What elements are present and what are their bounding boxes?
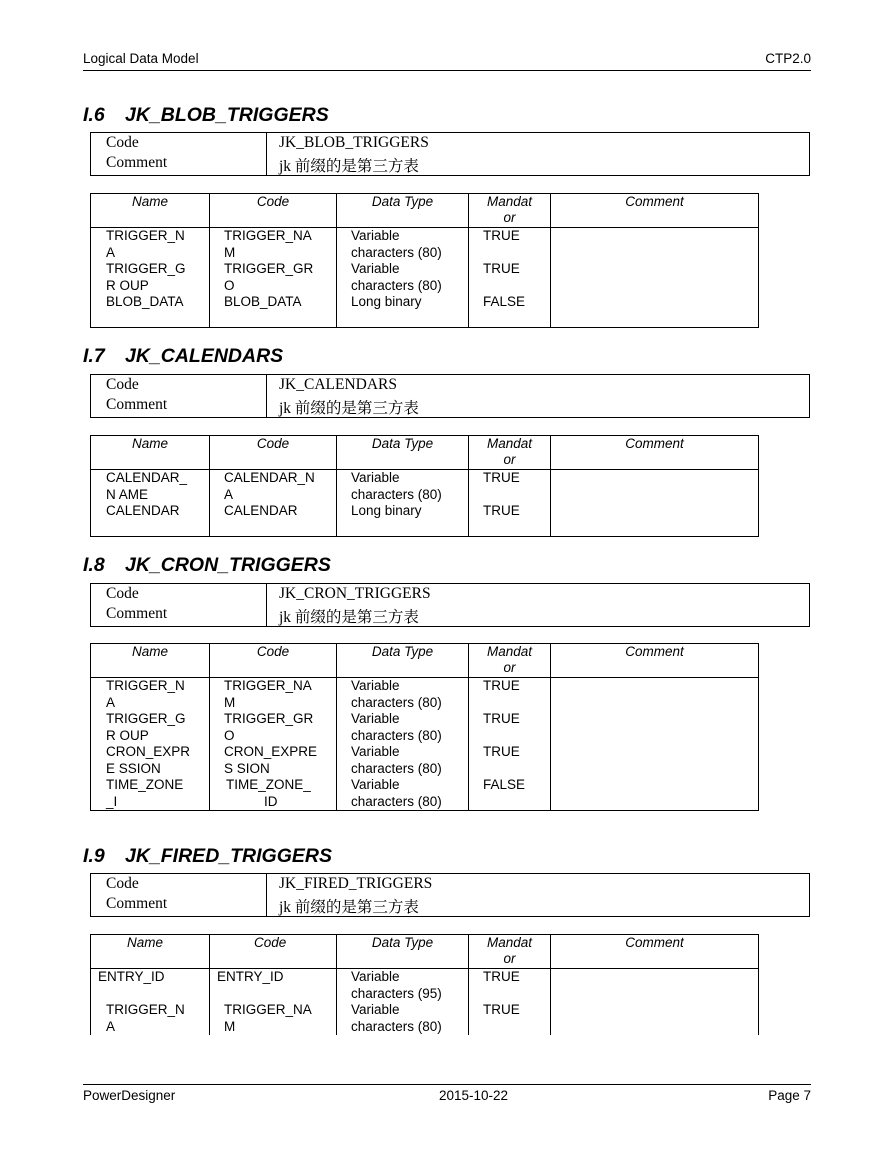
col-header-code: Code xyxy=(210,935,337,969)
comment-value: jk 前缀的是第三方表 xyxy=(279,609,419,626)
table-header-row xyxy=(91,935,759,969)
table-row: TRIGGER_N A TRIGGER_NA M Variable characters (80) TRUE xyxy=(91,228,759,262)
table-row: ENTRY_ID ENTRY_ID Variable characters (95) TRUE xyxy=(91,969,759,1003)
section-title: JK_FIRED_TRIGGERS xyxy=(125,845,332,867)
table-header-row xyxy=(91,436,759,470)
columns-table xyxy=(90,193,759,328)
col-header-code: Code xyxy=(210,436,337,470)
code-value: JK_CALENDARS xyxy=(279,376,397,393)
col-header-code: Code xyxy=(210,194,337,228)
col-header-mandatory: Mandat or xyxy=(469,935,551,969)
col-header-mandatory: Mandat or xyxy=(469,436,551,470)
table-row: TIME_ZONE _I TIME_ZONE_ ID Variable characters (80) FALSE xyxy=(91,777,759,811)
col-header-type: Data Type xyxy=(337,644,469,678)
col-header-code: Code xyxy=(210,644,337,678)
header-title: Logical Data Model xyxy=(83,51,199,66)
footer-page: Page 7 xyxy=(768,1088,811,1103)
table-row: TRIGGER_N A TRIGGER_NA M Variable characters (80) TRUE xyxy=(91,678,759,712)
comment-label: Comment xyxy=(106,396,168,413)
code-value: JK_FIRED_TRIGGERS xyxy=(279,875,433,892)
section-number: I.9 xyxy=(83,845,105,867)
table-row: CRON_EXPR E SSION CRON_EXPRE S SION Variable characters (80) TRUE xyxy=(91,744,759,777)
section-number: I.7 xyxy=(83,345,105,367)
col-header-type: Data Type xyxy=(337,436,469,470)
table-row: TRIGGER_N A TRIGGER_NA M Variable characters (80) TRUE xyxy=(91,1002,759,1035)
columns-table xyxy=(90,934,759,1035)
columns-table xyxy=(90,435,759,537)
section-title: JK_CRON_TRIGGERS xyxy=(125,554,331,576)
table-row: BLOB_DATA BLOB_DATA Long binary FALSE xyxy=(91,294,759,328)
section-title: JK_BLOB_TRIGGERS xyxy=(125,104,329,126)
comment-value: jk 前缀的是第三方表 xyxy=(279,158,419,175)
code-value: JK_BLOB_TRIGGERS xyxy=(279,134,429,151)
table-info-box xyxy=(90,132,810,176)
footer-date: 2015-10-22 xyxy=(439,1088,509,1103)
section-heading xyxy=(83,104,329,127)
col-header-comment: Comment xyxy=(551,194,759,228)
table-info-box xyxy=(90,583,810,627)
section-number: I.6 xyxy=(83,104,105,126)
columns-table xyxy=(90,643,759,811)
page-footer xyxy=(83,1084,811,1107)
table-row: TRIGGER_G R OUP TRIGGER_GR O Variable characters (80) TRUE xyxy=(91,261,759,294)
col-header-comment: Comment xyxy=(551,436,759,470)
page-header xyxy=(83,50,811,71)
section-heading xyxy=(83,845,332,868)
code-label: Code xyxy=(106,134,139,151)
section-heading xyxy=(83,345,283,368)
table-row: CALENDAR CALENDAR Long binary TRUE xyxy=(91,503,759,537)
code-label: Code xyxy=(106,376,139,393)
header-version: CTP2.0 xyxy=(765,51,811,66)
table-header-row xyxy=(91,194,759,228)
col-header-type: Data Type xyxy=(337,935,469,969)
comment-value: jk 前缀的是第三方表 xyxy=(279,899,419,916)
table-info-box xyxy=(90,374,810,418)
table-row: TRIGGER_G R OUP TRIGGER_GR O Variable characters (80) TRUE xyxy=(91,711,759,744)
col-header-type: Data Type xyxy=(337,194,469,228)
table-row: CALENDAR_ N AME CALENDAR_N A Variable characters (80) TRUE xyxy=(91,470,759,504)
col-header-mandatory: Mandat or xyxy=(469,194,551,228)
code-label: Code xyxy=(106,585,139,602)
col-header-name: Name xyxy=(91,436,210,470)
comment-label: Comment xyxy=(106,605,168,622)
comment-value: jk 前缀的是第三方表 xyxy=(279,400,419,417)
footer-app: PowerDesigner xyxy=(83,1088,176,1103)
section-heading xyxy=(83,554,331,577)
col-header-name: Name xyxy=(91,194,210,228)
col-header-comment: Comment xyxy=(551,935,759,969)
table-info-box xyxy=(90,873,810,917)
section-title: JK_CALENDARS xyxy=(125,345,284,367)
code-value: JK_CRON_TRIGGERS xyxy=(279,585,431,602)
code-label: Code xyxy=(106,875,139,892)
table-header-row xyxy=(91,644,759,678)
col-header-mandatory: Mandat or xyxy=(469,644,551,678)
comment-label: Comment xyxy=(106,895,168,912)
col-header-comment: Comment xyxy=(551,644,759,678)
col-header-name: Name xyxy=(91,644,210,678)
col-header-name: Name xyxy=(91,935,210,969)
comment-label: Comment xyxy=(106,154,168,171)
section-number: I.8 xyxy=(83,554,105,576)
